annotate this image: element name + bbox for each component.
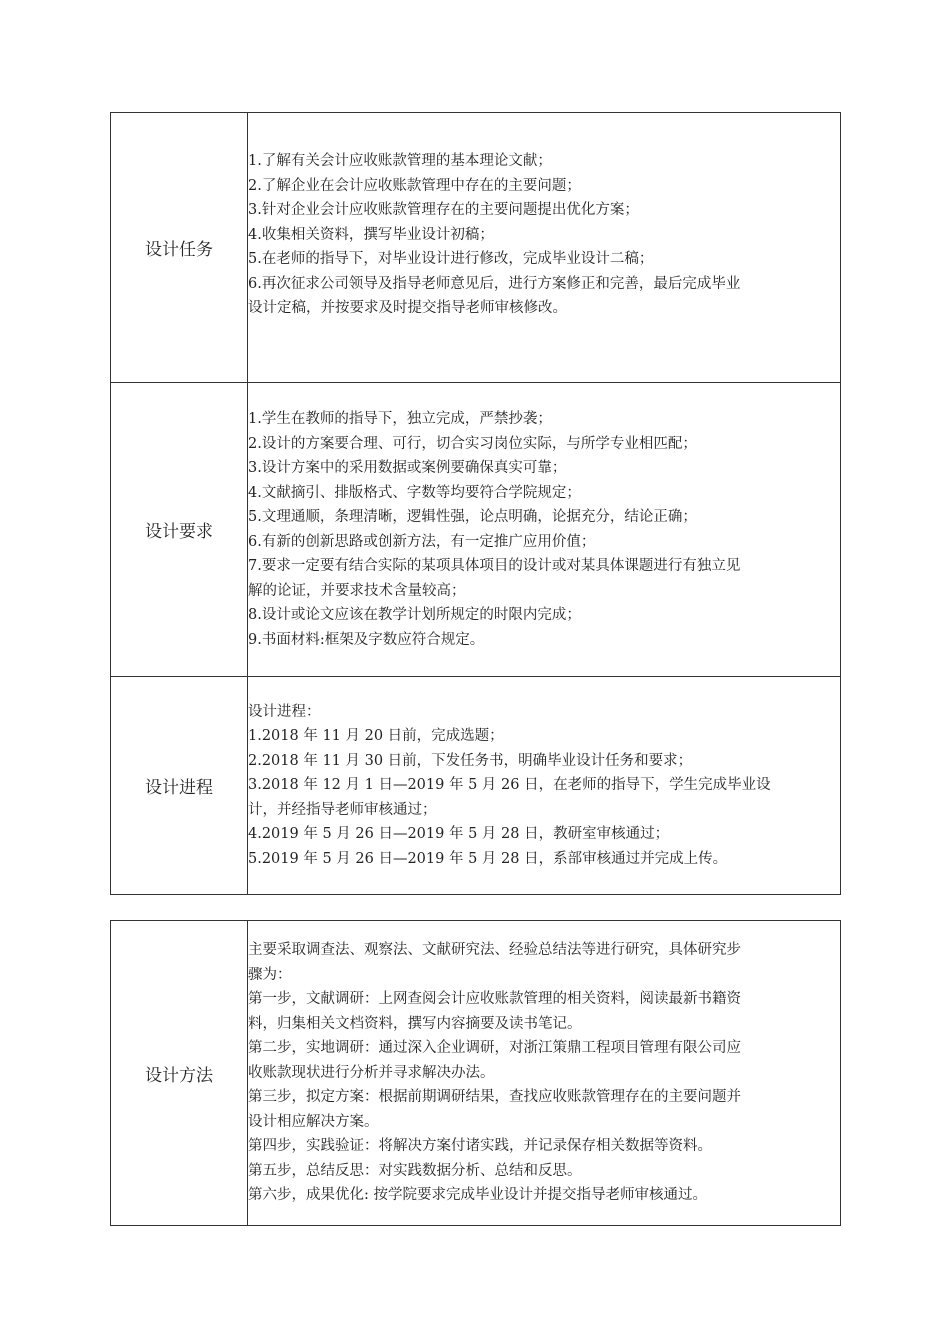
- method-line-3: 第一步，文献调研：上网查阅会计应收账款管理的相关资料，阅读最新书籍资: [248, 991, 741, 1008]
- design-info-table: [110, 112, 841, 895]
- row-label-method: 设计方法: [111, 921, 248, 1226]
- task-line-6: 6.再次征求公司领导及指导老师意见后，进行方案修正和完善，最后完成毕业: [248, 275, 741, 292]
- prog-line-1: 设计进程：: [248, 703, 321, 720]
- row-content-task: [248, 113, 841, 383]
- table-row-progress: [111, 677, 841, 895]
- table-row-method: [111, 921, 841, 1226]
- table-row-requirements: [111, 383, 841, 677]
- req-line-1: 1.学生在教师的指导下，独立完成，严禁抄袭；: [248, 411, 552, 427]
- row-content-progress: [248, 677, 841, 895]
- task-line-7: 设计定稿，并按要求及时提交指导老师审核修改。: [248, 300, 567, 316]
- method-line-6: 收账款现状进行分析并寻求解决办法。: [248, 1064, 495, 1081]
- row-label-requirements: 设计要求: [111, 383, 248, 677]
- req-line-8: 解的论证，并要求技术含量较高；: [248, 582, 466, 599]
- row-content-method: [248, 921, 841, 1226]
- method-line-2: 骤为：: [248, 966, 292, 983]
- req-line-2: 2.设计的方案要合理、可行，切合实习岗位实际，与所学专业相匹配；: [248, 435, 697, 452]
- method-line-4: 料，归集相关文档资料，撰写内容摘要及读书笔记。: [248, 1015, 582, 1032]
- prog-line-5: 计，并经指导老师审核通过；: [248, 801, 437, 818]
- method-line-11: 第六步，成果优化: 按学院要求完成毕业设计并提交指导老师审核通过。: [248, 1187, 707, 1204]
- req-line-5: 5.文理通顺，条理清晰，逻辑性强，论点明确，论据充分，结论正确；: [248, 509, 697, 525]
- req-line-10: 9.书面材料:框架及字数应符合规定。: [248, 631, 485, 648]
- method-line-10: 第五步，总结反思：对实践数据分析、总结和反思。: [248, 1162, 582, 1179]
- prog-line-3: 2.2018 年 11 月 30 日前，下发任务书，明确毕业设计任务和要求；: [248, 752, 693, 769]
- prog-line-7: 5.2019 年 5 月 26 日—2019 年 5 月 28 日，系部审核通过并完成上传。: [248, 850, 728, 867]
- task-line-1: 1.了解有关会计应收账款管理的基本理论文献；: [248, 153, 552, 169]
- task-line-4: 4.收集相关资料，撰写毕业设计初稿；: [248, 226, 494, 243]
- prog-line-6: 4.2019 年 5 月 26 日—2019 年 5 月 28 日，教研室审核通过；: [248, 826, 670, 843]
- task-line-5: 5.在老师的指导下，对毕业设计进行修改，完成毕业设计二稿；: [248, 251, 654, 267]
- req-line-7: 7.要求一定要有结合实际的某项具体项目的设计或对某具体课题进行有独立见: [248, 558, 741, 574]
- row-label-task: 设计任务: [111, 113, 248, 383]
- task-line-2: 2.了解企业在会计应收账款管理中存在的主要问题；: [248, 177, 581, 194]
- prog-line-2: 1.2018 年 11 月 20 日前，完成选题；: [248, 728, 504, 745]
- method-line-1: 主要采取调查法、观察法、文献研究法、经验总结法等进行研究，具体研究步: [248, 942, 741, 959]
- method-line-5: 第二步，实地调研：通过深入企业调研，对浙江策鼎工程项目管理有限公司应: [248, 1040, 741, 1057]
- row-label-progress: 设计进程: [111, 677, 248, 895]
- table-row-task: [111, 113, 841, 383]
- row-content-requirements: [248, 383, 841, 677]
- prog-line-4: 3.2018 年 12 月 1 日—2019 年 5 月 26 日，在老师的指导下，学生完成毕业设: [248, 777, 771, 794]
- req-line-4: 4.文献摘引、排版格式、字数等均要符合学院规定；: [248, 484, 581, 501]
- req-line-6: 6.有新的创新思路或创新方法，有一定推广应用价值；: [248, 533, 596, 550]
- method-line-9: 第四步，实践验证：将解决方案付诸实践，并记录保存相关数据等资料。: [248, 1138, 712, 1155]
- method-line-8: 设计相应解决方案。: [248, 1113, 379, 1130]
- task-line-3: 3.针对企业会计应收账款管理存在的主要问题提出优化方案；: [248, 202, 639, 218]
- design-method-table: [110, 920, 841, 1226]
- req-line-3: 3.设计方案中的采用数据或案例要确保真实可靠；: [248, 460, 567, 476]
- req-line-9: 8.设计或论文应该在教学计划所规定的时限内完成；: [248, 607, 581, 623]
- method-line-7: 第三步，拟定方案：根据前期调研结果，查找应收账款管理存在的主要问题并: [248, 1089, 741, 1106]
